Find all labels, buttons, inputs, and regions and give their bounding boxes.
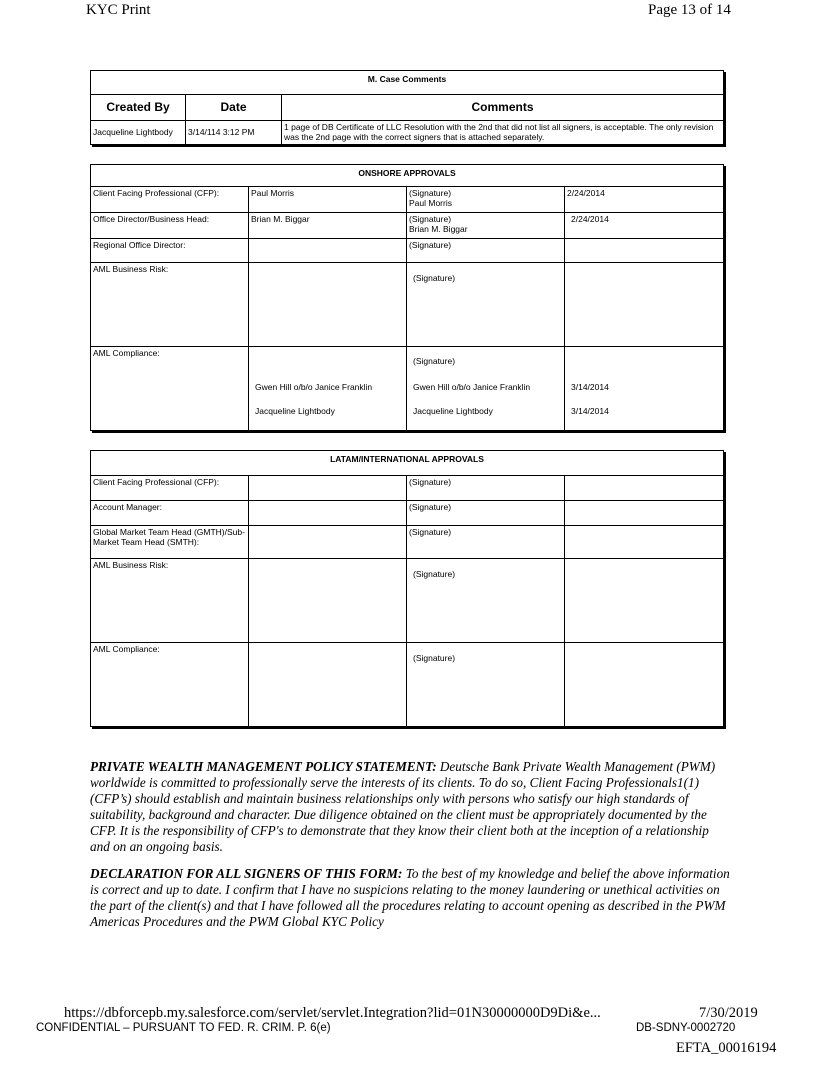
onshore-role: AML Business Risk: [91,263,249,347]
onshore-role: Office Director/Business Head: [91,213,249,239]
comment-created-by: Jacqueline Lightbody [91,121,186,145]
latam-role: Account Manager: [91,501,249,526]
column-date: Date [186,95,282,121]
declaration-text: To the best of my knowledge and belief the above information is correct and up to date. I confirm that I have no suspicions relating to the money laundering or unethical activities on the part of the client(s) and that I have followed all the procedures relating to account opening as described in the PWM Americas Procedures and the PWM Global KYC Policy [90,866,730,929]
onshore-role: Client Facing Professional (CFP): [91,187,249,213]
signature-label: (Signature) [407,476,565,501]
declaration-heading: DECLARATION FOR ALL SIGNERS OF THIS FORM: [90,866,403,881]
signature-name: Brian M. Biggar [409,224,468,235]
onshore-date: 3/14/2014 [571,406,609,417]
aml-name: Jacqueline Lightbody [255,406,335,417]
signature-label: (Signature) [407,643,565,727]
signature-label: (Signature) [407,263,565,347]
onshore-role: Regional Office Director: [91,239,249,263]
onshore-date: 2/24/2014 [565,213,724,239]
onshore-approvals-table [90,164,724,431]
latam-role: Client Facing Professional (CFP): [91,476,249,501]
signature-label: (Signature) [407,239,565,263]
latam-role: Global Market Team Head (GMTH)/Sub-Market Team Head (SMTH): [91,526,249,559]
policy-heading: PRIVATE WEALTH MANAGEMENT POLICY STATEMENT: [90,759,437,774]
signature-label: (Signature) [409,214,452,224]
efta-number: EFTA_00016194 [676,1040,777,1056]
onshore-role: AML Compliance: [91,347,249,431]
signature-label: (Signature) [413,356,456,366]
onshore-title: ONSHORE APPROVALS [91,165,724,187]
page-number: Page 13 of 14 [648,2,731,18]
onshore-date [565,263,724,347]
onshore-date [565,239,724,263]
signature-label: (Signature) [407,559,565,643]
signature-label: (Signature) [409,188,452,198]
onshore-name [249,239,407,263]
declaration-statement [90,866,730,930]
signature-label: (Signature) [407,526,565,559]
aml-name: Gwen Hill o/b/o Janice Franklin [255,382,373,392]
signature-label: (Signature) [407,501,565,526]
signature-name: Gwen Hill o/b/o Janice Franklin [413,382,531,393]
latam-approvals-table [90,450,724,727]
latam-role: AML Compliance: [91,643,249,727]
signature-name: Paul Morris [409,198,452,209]
bates-number: DB-SDNY-0002720 [636,1022,736,1034]
latam-role: AML Business Risk: [91,559,249,643]
footer-url: https://dbforcepb.my.salesforce.com/servlet/servlet.Integration?lid=01N30000000D9Di&e... [64,1005,601,1021]
case-comments-table [90,70,724,145]
onshore-date: 3/14/2014 [571,382,609,392]
latam-title: LATAM/INTERNATIONAL APPROVALS [91,451,724,476]
policy-statement [90,759,730,855]
comment-date: 3/14/114 3:12 PM [186,121,282,145]
column-comments: Comments [282,95,724,121]
onshore-name [249,263,407,347]
confidential-notice: CONFIDENTIAL – PURSUANT TO FED. R. CRIM. P. 6(e) [36,1022,331,1034]
onshore-name: Brian M. Biggar [249,213,407,239]
case-comments-title: M. Case Comments [91,71,724,95]
onshore-name: Paul Morris [249,187,407,213]
policy-text: Deutsche Bank Private Wealth Management (PWM) worldwide is committed to professionally serve the interests of its clients. To do so, Client Facing Professionals1(1) (CFP’s) should establish and maintain business relationships only with persons who satisfy our high standards of suitability, background and character. Due diligence obtained on the client must be appropriately documented by the CFP. It is the responsibility of CFP's to demonstrate that they know their client both at the inception of a relationship and on an ongoing basis. [90,759,716,854]
signature-name: Jacqueline Lightbody [413,406,493,417]
column-created-by: Created By [91,95,186,121]
comment-text: 1 page of DB Certificate of LLC Resolution with the 2nd that did not list all signers, is acceptable. The only revision was the 2nd page with the correct signers that is attached separately. [282,121,724,145]
onshore-date: 2/24/2014 [565,187,724,213]
print-header-title: KYC Print [86,2,151,18]
footer-date: 7/30/2019 [699,1005,758,1021]
